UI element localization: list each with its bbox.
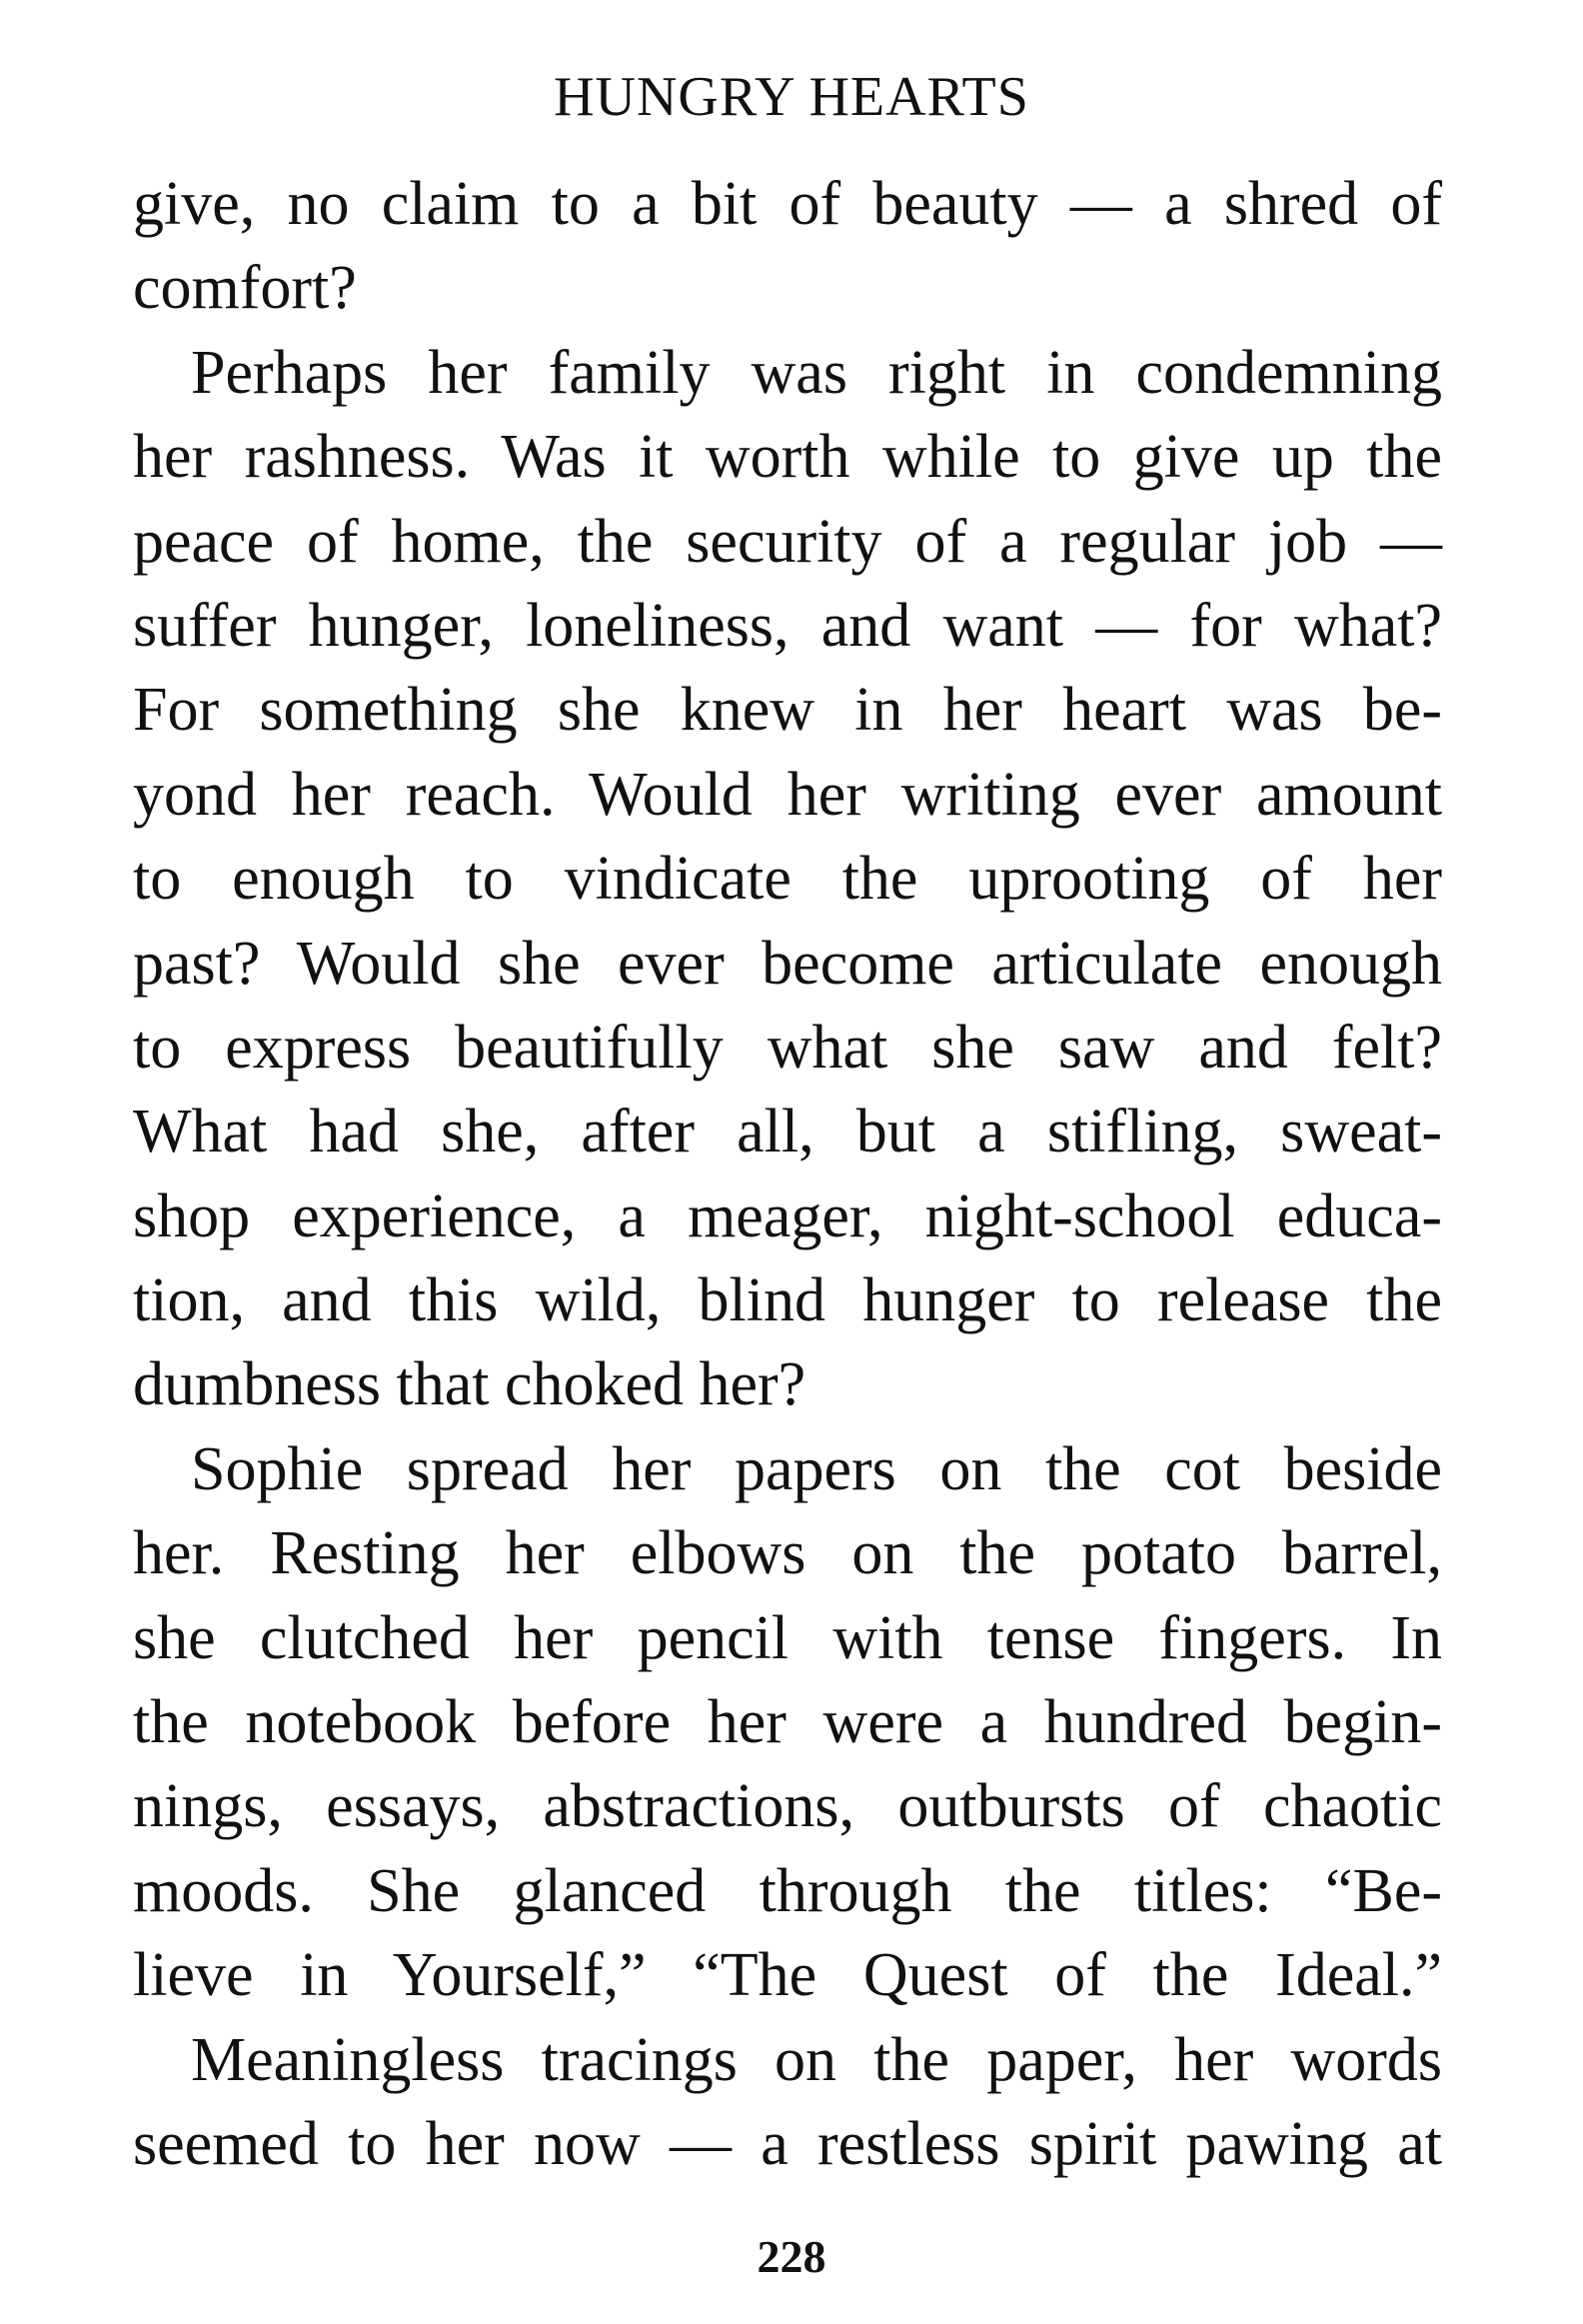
- text-line: shop experience, a meager, night-school educa-: [133, 1181, 1442, 1250]
- text-line: her rashness. Was it worth while to give up the: [133, 423, 1442, 492]
- text-line: tion, and this wild, blind hunger to release the: [133, 1266, 1442, 1335]
- text-line: nings, essays, abstractions, outbursts of chaotic: [133, 1772, 1442, 1841]
- text-line: Sophie spread her papers on the cot beside: [191, 1434, 1442, 1503]
- text-line: For something she knew in her heart was be-: [133, 676, 1442, 745]
- text-line: seemed to her now — a restless spirit pawing at: [133, 2109, 1442, 2178]
- text-line: Meaningless tracings on the paper, her words: [191, 2025, 1442, 2094]
- page-number: 228: [757, 2231, 826, 2282]
- text-line: comfort?: [133, 254, 357, 323]
- text-line: peace of home, the security of a regular job —: [133, 507, 1442, 576]
- text-line: to express beautifully what she saw and felt?: [133, 1013, 1442, 1082]
- text-line: to enough to vindicate the uprooting of her: [133, 845, 1442, 914]
- text-line: past? Would she ever become articulate enough: [133, 929, 1442, 998]
- text-line: lieve in Yourself,” “The Quest of the Ideal.”: [133, 1941, 1442, 2010]
- text-line: her. Resting her elbows on the potato barrel,: [133, 1519, 1442, 1588]
- text-line: moods. She glanced through the titles: “Be-: [133, 1856, 1442, 1925]
- text-line: she clutched her pencil with tense fingers. In: [133, 1603, 1442, 1672]
- text-line: yond her reach. Would her writing ever amount: [133, 760, 1442, 829]
- running-head: HUNGRY HEARTS: [554, 66, 1029, 128]
- text-line: suffer hunger, loneliness, and want — for what?: [133, 591, 1442, 660]
- text-line: Perhaps her family was right in condemning: [191, 338, 1442, 407]
- text-line: the notebook before her were a hundred begin-: [133, 1688, 1442, 1757]
- text-line: dumbness that choked her?: [133, 1350, 806, 1419]
- body-text: [133, 162, 1442, 2186]
- text-line: What had she, after all, but a stifling, sweat-: [133, 1098, 1442, 1166]
- text-line: give, no claim to a bit of beauty — a shred of: [133, 170, 1442, 238]
